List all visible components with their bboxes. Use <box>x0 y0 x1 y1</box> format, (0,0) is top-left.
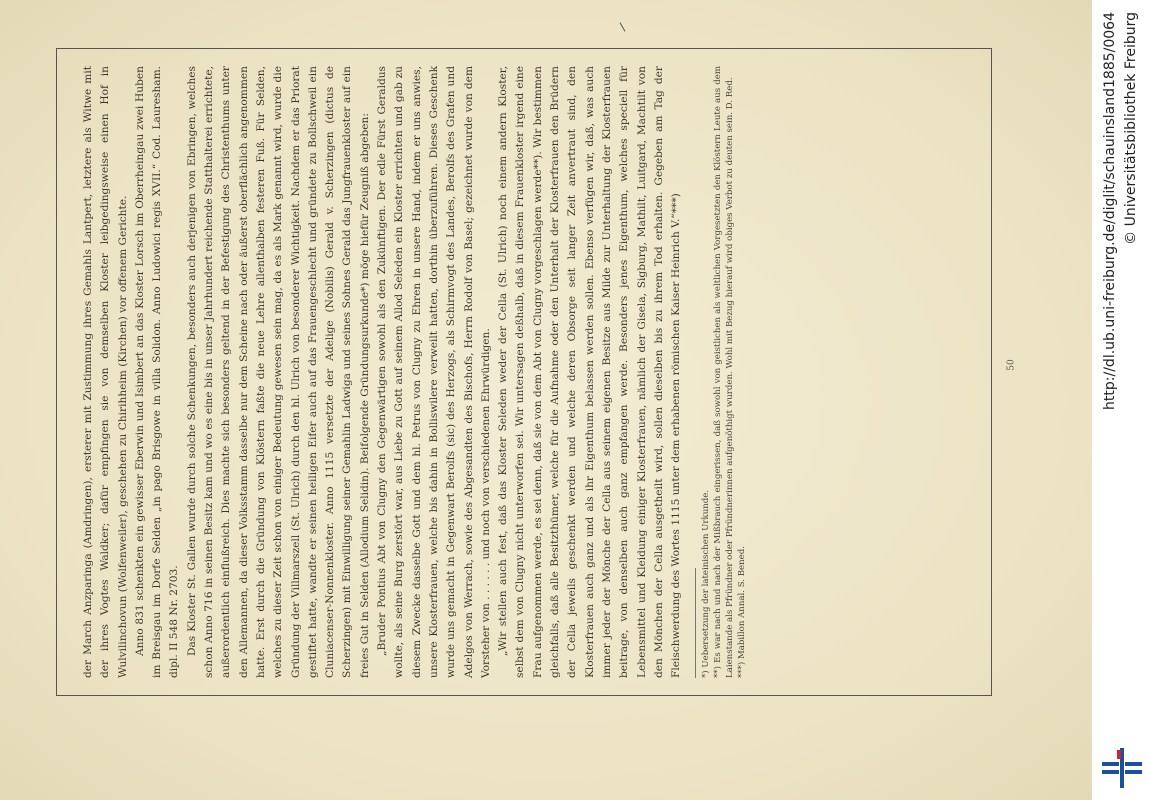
page-number: 50 <box>1006 359 1017 371</box>
sidebar-text-rotated <box>1092 0 1149 800</box>
paragraph-5: „Wir stellen auch fest, daß das Kloster Seleden weder der Cella (St. Ulrich) noch einem andern Kloster, selbst dem von Clugny nicht unterworfen sei. Wir untersagen deßhalb, daß in diesem Frauenkloster irgend eine Frau aufgenommen werde, es sei denn, daß sie von dem Abt von Clugny vorgeschlagen werde**). Wir bestimmen gleichfalls, daß alle Besitzthümer, welche für die Aufnahme oder den Unterhalt der Klosterfrauen den Brüdern der Cella jeweils geschenkt werden und welche deren Obsorge seit langer Zeit anvertraut sind, den Klosterfrauen auch ganz und als ihr Eigenthum belassen werden sollen. Ebenso verfügen wir, daß, was auch immer jeder der Mönche der Cella aus seinem eigenen Besitze aus Milde zur Unterhaltung der Klosterfrauen beitrage, von denselben auch ganz empfangen werde. Besonders jenes Eigenthum, welches speciell für Lebensmittel und Kleidung einiger Klosterfrauen, nämlich der Gisela, Sigburg, Mathilt, Luitgard, Machtilt von den Mönchen der Cella ausgetheilt wird, sollen dieselben bis zu ihrem Tod erhalten. Gegeben am Tag der Fleischwerdung des Wortes 1115 unter dem erhabenen römischen Kaiser Heinrich V.“***) <box>497 66 683 678</box>
page-mark <box>620 22 626 31</box>
footnote-3: ***) Mabillon Annal. S. Bened. <box>737 546 748 678</box>
paragraph-1: der March Anzparinga (Amdringen), ersterer mit Zustimmung ihres Gemahls Lantpert, letztere als Witwe mit der ihres Vogtes Waldker; dafür empfingen sie von demselben Kloster leibgedingsweise einen Hof in Wulvilinchovun (Wolfenweiler), geschehen zu Chirihheim (Kirchen) vor offenem Gerichte. <box>82 66 129 678</box>
footnote-separator <box>695 568 696 678</box>
source-url-link[interactable]: http://dl.ub.uni-freiburg.de/diglit/schauinsland1885/0064 <box>1102 12 1118 410</box>
rotated-text-block <box>56 48 992 696</box>
footnote-2: **) Es war nach und nach der Mißbrauch eingerissen, daß sowohl von geistlichen als weltlichen Vorgesetzten den Klöstern Leute aus dem Laienstande als Pfründner oder Pfründnerinnen aufgenöthigt wurden. Wohl mit Bezug hierauf wird obiges Verbot zu deuten sein. D. Red. <box>713 66 736 678</box>
paragraph-3: Das Kloster St. Gallen wurde durch solche Schenkungen, besonders auch derjenigen von Ebringen, welches schon Anno 716 in seinen Besitz kam und wo es eine bis in unser Jahrhundert reichende Statthalterei errichtete, außerordentlich einflußreich. Dies machte sich besonders geltend in der Befestigung des Christenthums unter den Allemannen, da dieser Volksstamm dasselbe nur dem Scheine nach oder äußerst oberflächlich angenommen hatte. Erst durch die Gründung von Klöstern faßte die neue Lehre allenthalben festeren Fuß. Für Selden, welches zu dieser Zeit schon von einiger Bedeutung gewesen sein mag, da es als Mark genannt wird, wurde die Gründung der Villmarszell (St. Ulrich) durch den hl. Ulrich von besonderer Wichtigkeit. Nachdem er das Priorat gestiftet hatte, wandte er seinen heiligen Eifer auch auf das Frauengeschlecht und gründete zu Bollschweil ein Cluniacenser-Nonnenkloster. Anno 1115 versetzte der Adelige (Nobilis) Gerald v. Scherzingen (dictus de Scherzingen) mit Einwilligung seiner Gemahlin Ladwiga und seines Sohnes Gerald das Jungfrauenkloster auf ein freies Gut in Selden (Allodium Selidin). Beifolgende Gründungsurkunde*) möge hiefür Zeugniß abgeben: <box>185 66 371 678</box>
document-body <box>80 66 980 678</box>
paragraph-2: Anno 831 schenkten ein gewisser Eberwin und Isimbert an das Kloster Lorsch im Oberrheingau zwei Huben im Breisgau im Dorfe Selden „in pago Brisgowe in villa Solidon. Anno Ludowici regis XVII.“ Cod. Lauresham. dipl. II 548 Nr. 2703. <box>133 66 181 678</box>
viewer-sidebar <box>1092 0 1149 800</box>
paragraph-4: „Bruder Pontius Abt von Clugny den Gegenwärtigen sowohl als den Zukünftigen. Der edle Fürst Geraldus wollte, als seine Burg zerstört war, aus Liebe zu Gott auf seinem Allod Seleden ein Kloster errichten und gab zu diesem Zwecke dasselbe Gott und dem hl. Petrus von Clugny zu Ehren in unsere Hand, indem er uns anwies, unsere Klosterfrauen, welche bis dahin in Bolliswilere verweilt hatten, dorthin überzuführen. Dieses Geschenk wurde uns gemacht in Gegenwart Berolfs (sic) des Herzogs, als Schirmvogt des Landes, Berolfs des Grafen und Adelgos von Werrach, sowie des Abgesandten des Bischofs, Herrn Rodolf von Basel; gezeichnet wurde von dem Vorsteher von . . . . . . und noch von verschiedenen Ehrwürdigen. <box>376 66 492 678</box>
footnote-1: *) Uebersetzung der lateinischen Urkunde. <box>701 489 712 678</box>
copyright-notice: © Universitätsbibliothek Freiburg <box>1123 12 1139 245</box>
library-logo-icon <box>1102 748 1142 788</box>
